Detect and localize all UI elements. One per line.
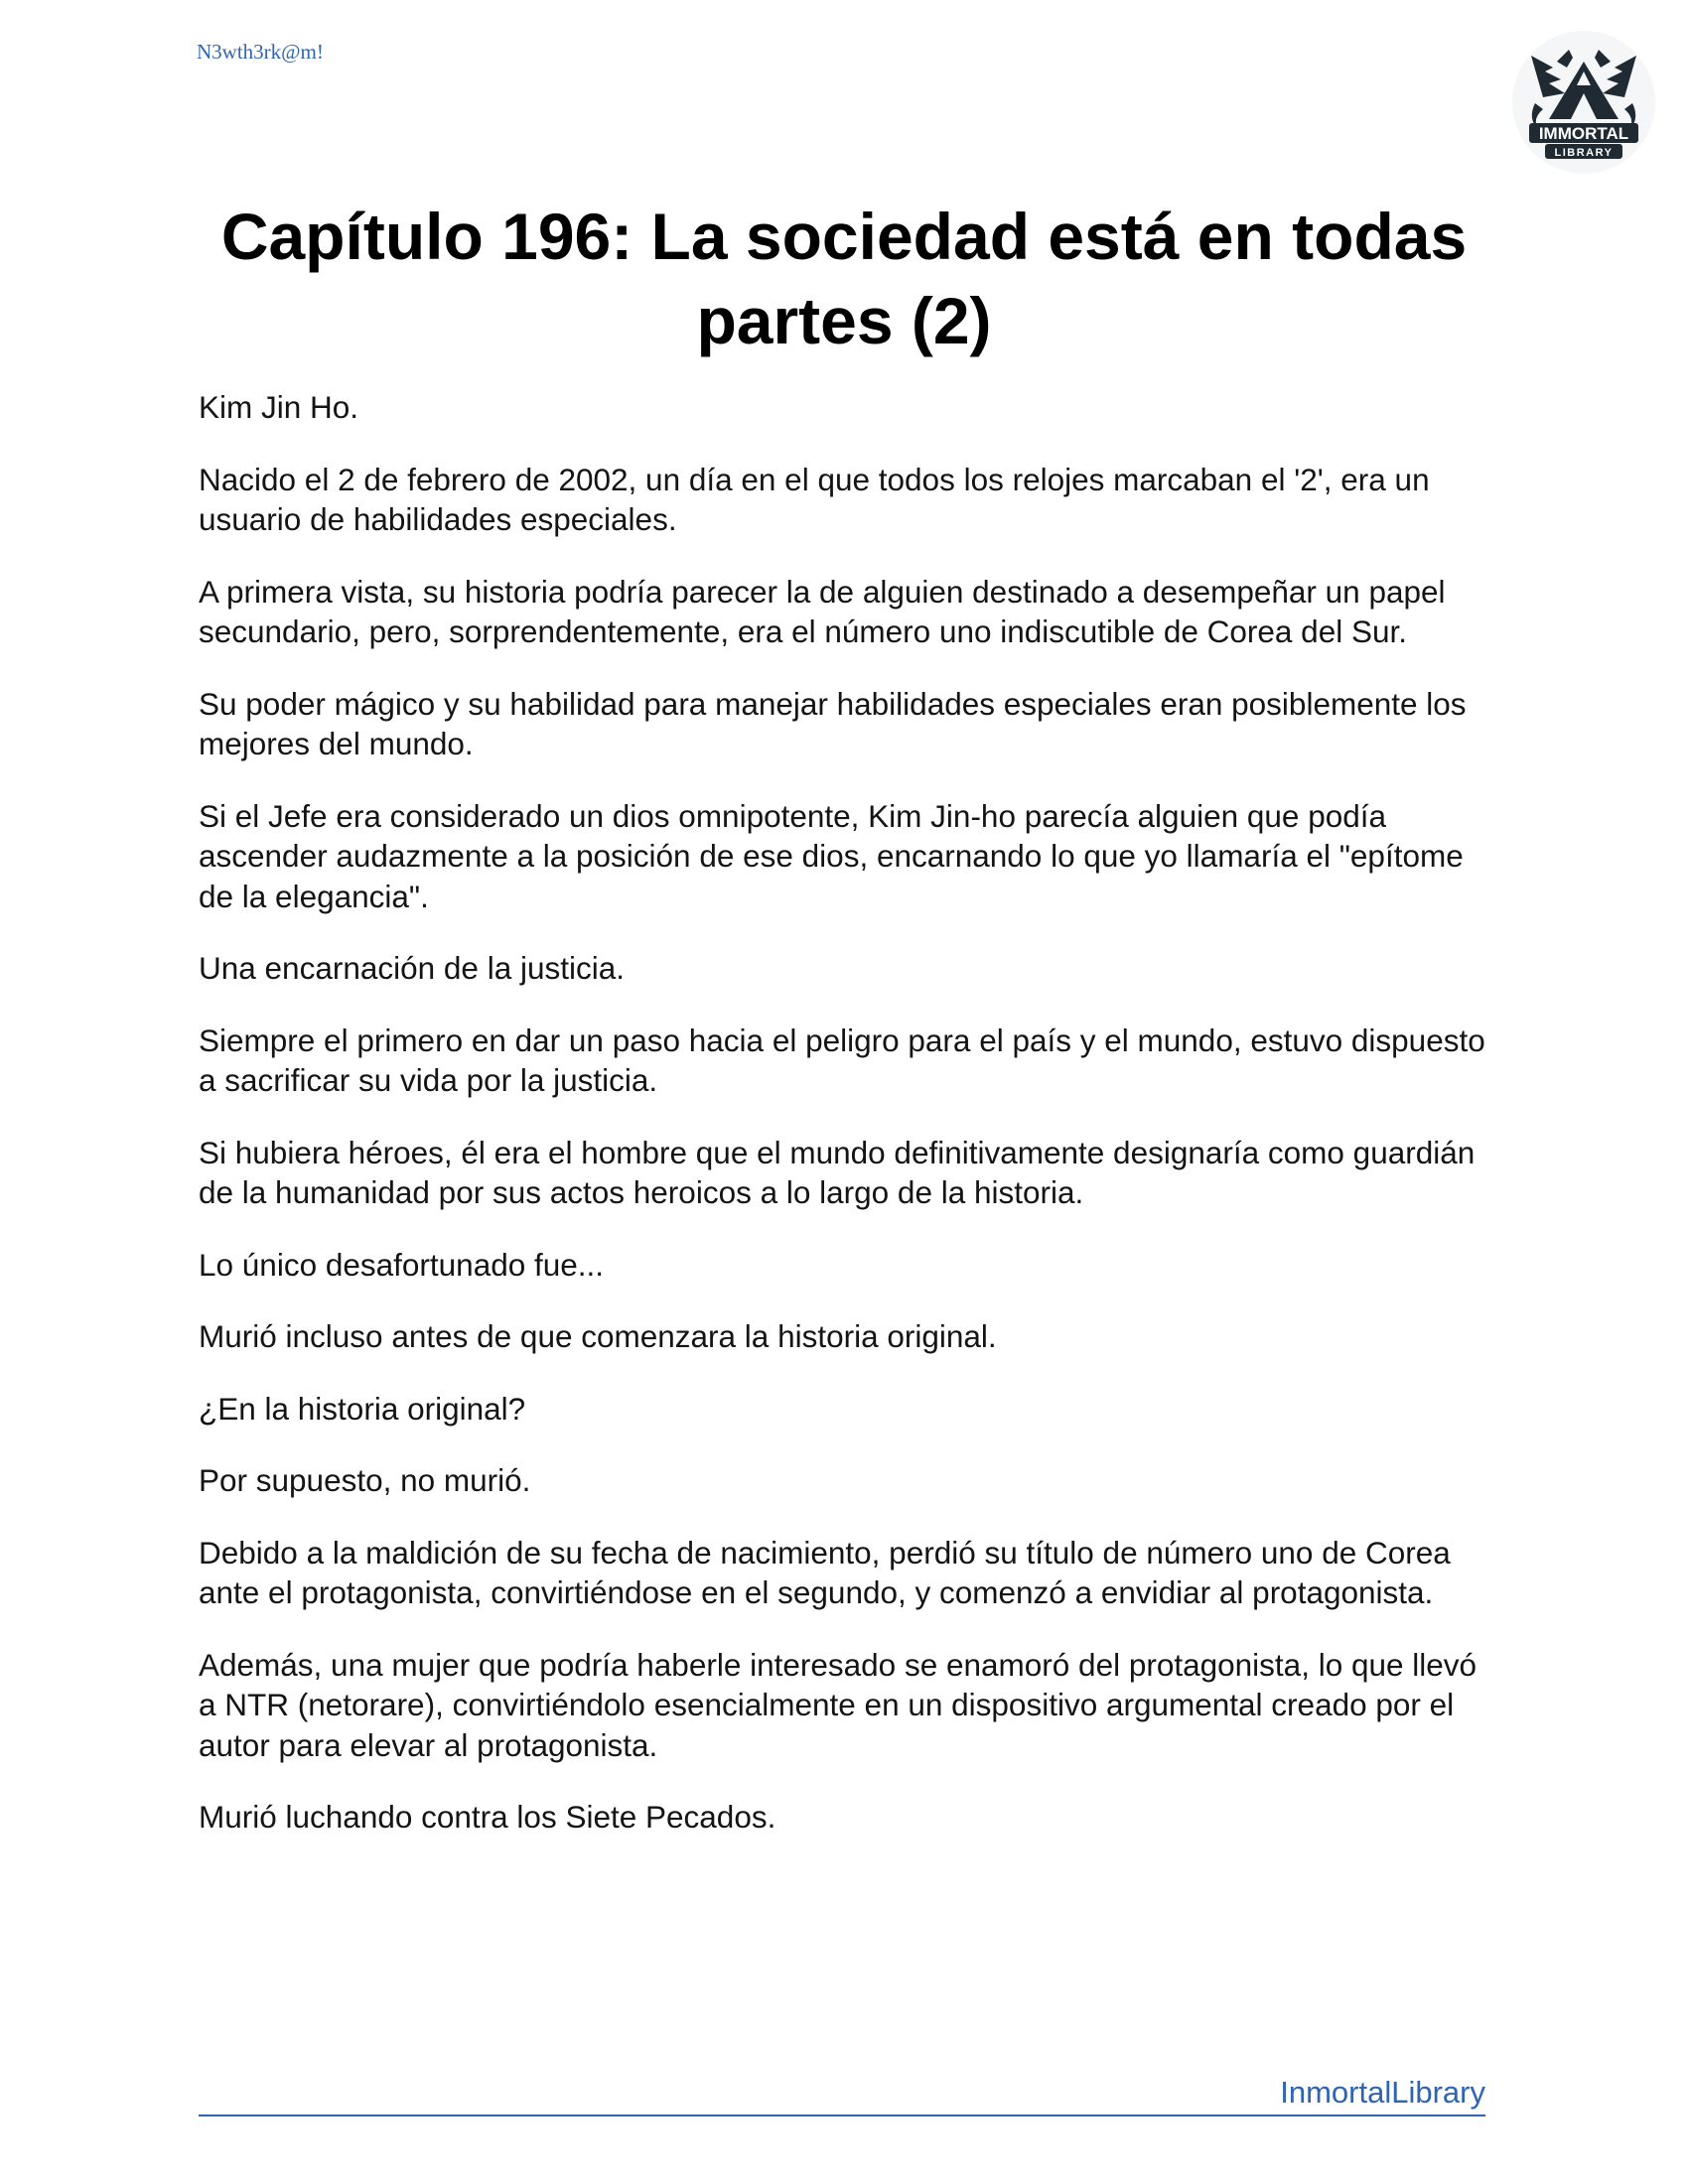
page-footer	[199, 2071, 1485, 2116]
chapter-title: Capítulo 196: La sociedad está en todas partes (2)	[220, 200, 1468, 357]
dragon-crest-icon	[1509, 28, 1658, 177]
paragraph: Debido a la maldición de su fecha de nacimiento, perdió su título de número uno de Corea ante el protagonista, convirtiéndose en el segundo, y comenzó a envidiar al protagonista.	[199, 1534, 1451, 1610]
paragraph: Murió luchando contra los Siete Pecados.	[199, 1799, 776, 1835]
paragraph: Lo único desafortunado fue...	[199, 1246, 605, 1283]
paragraph: Nacido el 2 de febrero de 2002, un día en el que todos los relojes marcaban el '2', era un usuario de habilidades especiales.	[199, 461, 1430, 537]
logo-bottom-text: LIBRARY	[1554, 147, 1614, 159]
paragraph: Por supuesto, no murió.	[199, 1462, 531, 1498]
paragraph: Su poder mágico y su habilidad para manejar habilidades especiales eran posiblemente los mejores del mundo.	[199, 685, 1467, 761]
chapter-body	[199, 387, 1499, 1869]
paragraph: Además, una mujer que podría haberle interesado se enamoró del protagonista, lo que llevó a NTR (netorare), convirtiéndolo esencialmente en un dispositivo argumental creado por el autor para elevar al protagonista.	[199, 1646, 1477, 1763]
footer-library-link[interactable]: InmortalLibrary	[1280, 2075, 1485, 2110]
paragraph: Si hubiera héroes, él era el hombre que el mundo definitivamente designaría como guardián de la humanidad por sus actos heroicos a lo largo de la historia.	[199, 1134, 1476, 1210]
paragraph: Murió incluso antes de que comenzara la historia original.	[199, 1318, 997, 1354]
paragraph: Siempre el primero en dar un paso hacia el peligro para el país y el mundo, estuvo dispuesto a sacrificar su vida por la justicia.	[199, 1022, 1485, 1098]
watermark-text: N3wth3rk@m!	[197, 40, 324, 64]
paragraph: Kim Jin Ho.	[199, 389, 359, 425]
paragraph: Una encarnación de la justicia.	[199, 950, 626, 986]
paragraph: A primera vista, su historia podría parecer la de alguien destinado a desempeñar un papel secundario, pero, sorprendentemente, era el número uno indiscutible de Corea del Sur.	[199, 573, 1446, 649]
logo-top-text: IMMORTAL	[1538, 124, 1629, 143]
immortal-library-logo	[1509, 28, 1658, 177]
paragraph: Si el Jefe era considerado un dios omnipotente, Kim Jin-ho parecía alguien que podía ascender audazmente a la posición de ese dios, encarnando lo que yo llamaría el "epítome de la elegancia".	[199, 797, 1464, 914]
paragraph: ¿En la historia original?	[199, 1390, 526, 1427]
